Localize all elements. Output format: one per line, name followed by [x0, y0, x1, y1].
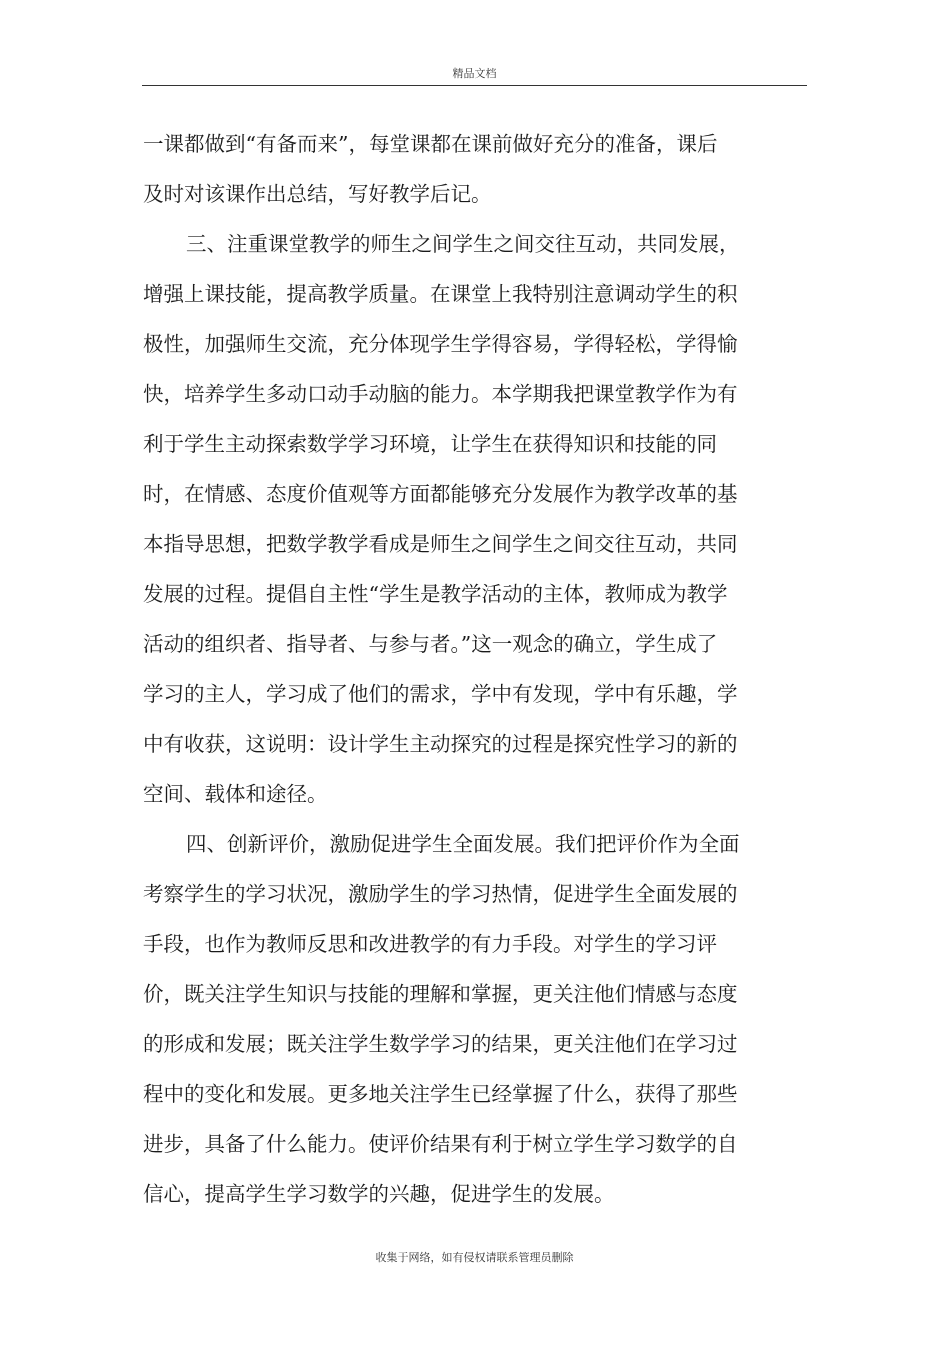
- text-line: 程中的变化和发展。更多地关注学生已经掌握了什么，获得了那些: [143, 1082, 738, 1106]
- text-line: 一课都做到“有备而来”，每堂课都在课前做好充分的准备，课后: [143, 132, 718, 156]
- text-line: 学习的主人，学习成了他们的需求，学中有发现，学中有乐趣，学: [143, 682, 738, 706]
- text-line: 本指导思想，把数学教学看成是师生之间学生之间交往互动，共同: [143, 532, 738, 556]
- text-line: 的形成和发展；既关注学生数学学习的结果，更关注他们在学习过: [143, 1032, 738, 1056]
- text-line: 发展的过程。提倡自主性“学生是教学活动的主体，教师成为教学: [143, 582, 728, 606]
- text-line: 利于学生主动探索数学学习环境，让学生在获得知识和技能的同: [143, 432, 717, 456]
- page-footer: 收集于网络，如有侵权请联系管理员删除: [375, 1251, 574, 1264]
- text-line: 手段，也作为教师反思和改进教学的有力手段。对学生的学习评: [143, 932, 717, 956]
- text-line: 增强上课技能，提高教学质量。在课堂上我特别注意调动学生的积: [143, 282, 738, 306]
- text-line: 信心，提高学生学习数学的兴趣，促进学生的发展。: [143, 1182, 615, 1206]
- text-line: 空间、载体和途径。: [143, 782, 328, 806]
- text-line: 及时对该课作出总结，写好教学后记。: [143, 182, 492, 206]
- paragraph-three-start: 三、注重课堂教学的师生之间学生之间交往互动，共同发展，: [186, 232, 740, 256]
- text-line: 考察学生的学习状况，激励学生的学习热情，促进学生全面发展的: [143, 882, 738, 906]
- text-line: 极性，加强师生交流，充分体现学生学得容易，学得轻松，学得愉: [143, 332, 738, 356]
- header-divider: [142, 85, 807, 86]
- text-line: 时，在情感、态度价值观等方面都能够充分发展作为教学改革的基: [143, 482, 738, 506]
- text-line: 进步，具备了什么能力。使评价结果有利于树立学生学习数学的自: [143, 1132, 738, 1156]
- text-line: 中有收获，这说明：设计学生主动探究的过程是探究性学习的新的: [143, 732, 738, 756]
- document-body: [143, 119, 755, 1219]
- text-line: 活动的组织者、指导者、与参与者。”这一观念的确立，学生成了: [143, 632, 718, 656]
- text-line: 价，既关注学生知识与技能的理解和掌握，更关注他们情感与态度: [143, 982, 738, 1006]
- paragraph-four-start: 四、创新评价，激励促进学生全面发展。我们把评价作为全面: [186, 832, 740, 856]
- page-header: 精品文档: [452, 67, 497, 80]
- text-line: 快，培养学生多动口动手动脑的能力。本学期我把课堂教学作为有: [143, 382, 738, 406]
